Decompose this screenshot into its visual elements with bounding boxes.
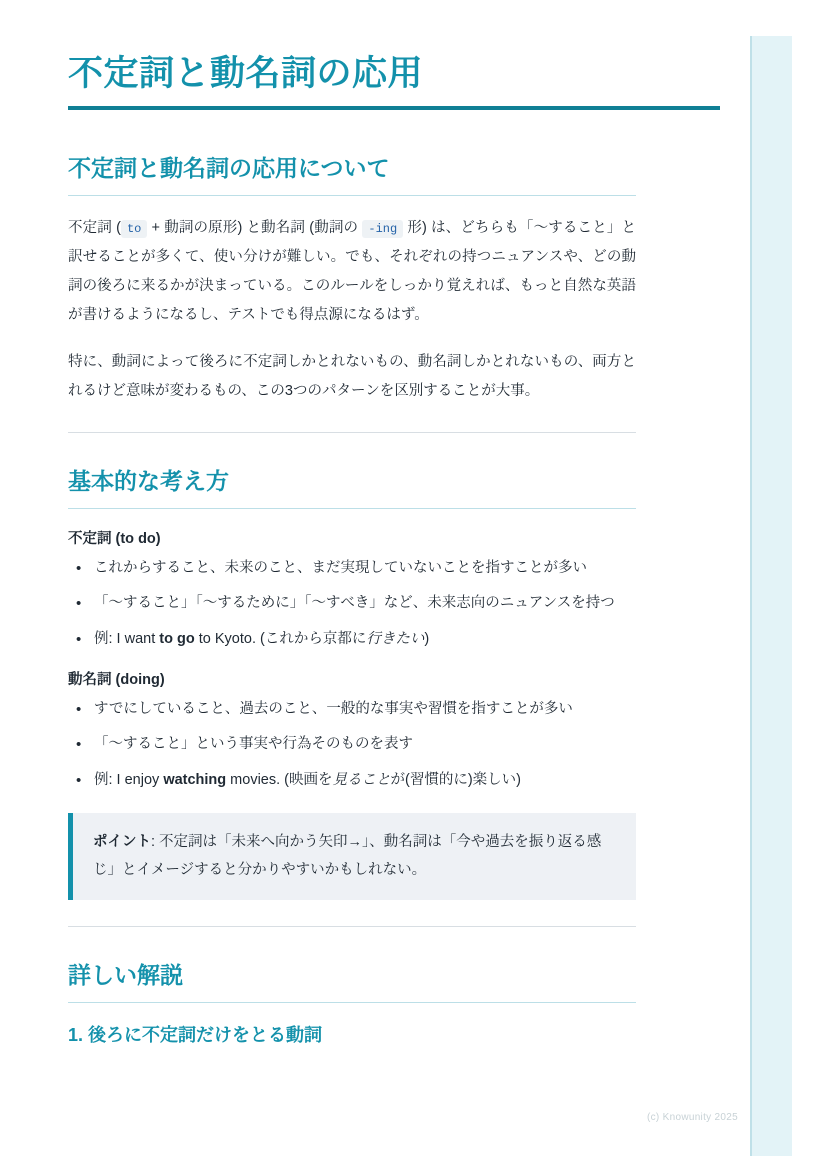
subheading-gerund: 動名詞 (doing) (68, 671, 165, 688)
intro-paragraph-1 (68, 214, 636, 330)
numbered-heading-1: 1. 後ろに不定詞だけをとる動詞 (68, 1025, 323, 1046)
content-divider-2 (68, 926, 636, 927)
content-divider-1 (68, 432, 636, 433)
callout-text: : 不定詞は「未来へ向かう矢印→」、動名詞は「今や過去を振り返る感じ」とイメージすると分かりやすいかもしれない。 (93, 834, 602, 878)
section-divider-intro (68, 195, 636, 196)
inline-code-ing: -ing (362, 220, 403, 238)
list-item: • これからすること、未来のこと、まだ実現していないことを指すことが多い (68, 556, 636, 581)
list-item: • 「〜すること」「〜するために」「〜すべき」など、未来志向のニュアンスを持つ (68, 591, 636, 616)
section-heading-intro: 不定詞と動名詞の応用について (68, 154, 390, 181)
list-item: • 例: I enjoy watching movies. (映画を見ることが(習慣的に)楽しい) (68, 768, 636, 793)
list-item: • すでにしていること、過去のこと、一般的な事実や習慣を指すことが多い (68, 697, 636, 722)
decorative-right-rule (750, 36, 752, 1156)
list-gerund (68, 697, 636, 793)
copyright-watermark: (c) Knowunity 2025 (646, 1112, 738, 1123)
inline-code-to: to (121, 220, 147, 238)
decorative-right-band (752, 36, 792, 1156)
intro-text-b: + 動詞の原形) と動名詞 (動詞の (147, 219, 363, 236)
document-content (68, 52, 636, 1047)
section-divider-detail (68, 1002, 636, 1003)
subheading-infinitive: 不定詞 (to do) (68, 530, 161, 547)
intro-text-a: 不定詞 ( (68, 219, 121, 236)
section-heading-detail: 詳しい解説 (68, 962, 183, 989)
intro-text-c: 形) は、どちらも「〜すること」と訳せることが多くて、使い分けが難しい。でも、それぞれの持つニュアンスや、どの動詞の後ろに来るかが決まっている。このルールをしっかり覚えれば、もっと自然な英語が書けるようになるし、テストでも得点源になるはず。 (68, 219, 636, 323)
title-divider (68, 106, 720, 110)
list-infinitive (68, 556, 636, 652)
list-item: • 「〜すること」という事実や行為そのものを表す (68, 732, 636, 757)
list-item: • 例: I want to go to Kyoto. (これから京都に行きたい) (68, 627, 636, 652)
section-divider-basics (68, 508, 636, 509)
callout-point (68, 813, 636, 900)
section-heading-basics: 基本的な考え方 (68, 467, 229, 494)
intro-paragraph-2: 特に、動詞によって後ろに不定詞しかとれないもの、動名詞しかとれないもの、両方とれるけど意味が変わるもの、この3つのパターンを区別することが大事。 (68, 353, 636, 399)
callout-label: ポイント (93, 834, 151, 850)
page-title: 不定詞と動名詞の応用 (68, 54, 424, 93)
